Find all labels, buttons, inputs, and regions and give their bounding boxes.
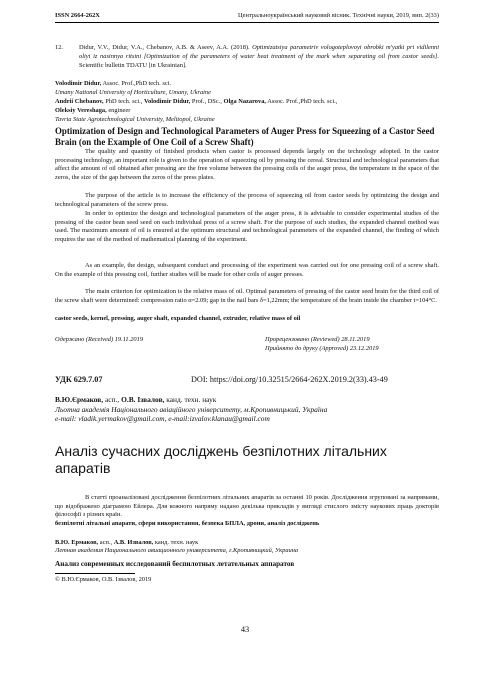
abstract-ua: В статті проаналізовані дослідження безпілотних літальних апаратів за останні 10 років. Дослідження згруповані за напрямами, що відображено діаграмою Ейлера. Для кожного напряму надано декілька прикладів у вигляді стислого змісту наукових праць докторів філософії з різних країн. [55,494,439,519]
footnote-divider [55,573,135,574]
author-position: engineer [108,107,131,114]
article-title-en: Optimization of Design and Technological Parameters of Auger Press for Squeezing of a Castor Seed Brain (on the Example of One Coil of a Screw Shaft) [55,126,435,147]
author-name: Olga Nazarova, [223,98,266,105]
author-position: канд. техн. наук [166,395,217,404]
affiliation-ua: Льотна академія Національного авіаційного університету, м.Кропивницький, Україна [55,404,328,414]
author-line-2 [55,98,439,107]
author-position: Prof., DSc., [191,98,222,105]
issn: ISSN 2664-262X [55,12,100,19]
author-line-1 [55,80,439,89]
author-name: Andrii Chebanov, [55,98,104,105]
keywords-ua: безпілотні літальні апарати, сфери використання, безпека БПЛА, дрони, аналіз досліджень [55,520,320,527]
abstract-paragraph: The main criterion for optimization is the relative mass of oil. Optimal parameters of pressing of the castor seed brain for the third coil of the screw shaft were determined: compression ratio α=2.09; gap in the nail bars δ=1,22mm; the temperature of the brain inside the chamber t=104°C. [55,288,439,304]
author-position: асп., [99,539,113,546]
reference-title: Optimizatsiya parametriv vologoteplovoyi obrobki m'yatki pri vidilenni oliyi iz nasinnya ritsini [Optimization of the parameters of water heat treatment of the mark when separating oil from castor seeds]. [79,44,440,60]
journal-title: Центральноукраїнський науковий вісник. Технічні науки, 2019, вип. 2(33) [238,12,439,19]
author-position: канд. техн. наук [154,539,199,546]
date-received: Одержано (Received) 19.11.2019 [55,336,144,343]
date-reviewed-approved [265,335,379,353]
udc-doi-line [55,375,439,384]
affiliation-ru: Летная академия Национального авиационного университета, г.Кропивницкий, Украина [55,547,299,555]
author-name: А.В. Извалов, [113,539,154,546]
abstract-paragraph: The quality and quantity of finished products when castor is processed depends largely on the technology adopted. In the castor processing technology, an important role is given to the operation of squeezing oil by pressing the cereal. Structural and technological parameters that affect the amount of oil obtained after pressing are the free volume between the pressing coils of the auger press, the temperature in the space of the zeros, the size of the gap between the zeros of the press plates. [55,148,439,182]
running-header [55,12,439,19]
article-title-ru: Анализ современных исследований беспилотных летательных аппаратов [55,560,295,568]
author-position: асп., [105,395,120,404]
authors-ua [55,395,439,424]
reference-body [79,43,439,70]
author-position: Assoc. Prof.,PhD tech. sci. [102,80,172,87]
authors-ru [55,539,439,556]
udc-code: УДК 629.7.07 [55,375,103,384]
copyright-notice: © В.Ю.Єрмаков, О.В. Ізвалов, 2019 [55,576,152,583]
page-number: 43 [240,625,250,634]
article-title-ua: Аналіз сучасних досліджень безпілотних літальних апаратів [55,443,387,476]
date-reviewed: Прорецензовано (Reviewed) 28.11.2019 [265,336,370,343]
date-approved: Прийнято до друку (Approved) 23.12.2019 [265,345,379,352]
author-names-ru [55,539,439,547]
author-line-3 [55,107,439,116]
abstract-paragraph: As an example, the design, subsequent conduct and processing of the experiment was carried out for one pressing coil of a screw shaft. On the example of this pressing coil, further studies will be made for other coils of auger presses. [55,262,439,278]
reference-number: 12. [55,44,63,51]
author-position: Assoc. Prof.,PhD tech. sci., [267,98,338,105]
reference-authors: Didur, V.V., Didur, V.A., Chebanov, A.B. & Aseev, A.A. (2018). [79,44,250,51]
author-names-ua [55,395,439,405]
keywords-en: castor seeds, kernel, pressing, auger shaft, expanded channel, extruder, relative mass of oil [55,315,301,322]
article-dates [55,335,439,352]
author-name: Volodimir Didur, [55,80,102,87]
email-ua[interactable]: e-mail: vladik.yermakov@gmail.com, e-mail:izvalov.klanau@gmail.com [55,414,270,424]
affiliation-1: Umany National University of Horticulture, Umany, Ukraine [55,89,211,96]
reference-entry [55,43,439,70]
reference-source: Scientific bulletin TDATU [in Ukrainian]. [79,62,187,69]
author-name: В.Ю. Ермаков, [55,539,99,546]
author-position: PhD tech. sci., [105,98,143,105]
affiliation-2: Tavria State Agrotechnological University, Melitopol, Ukraine [55,116,215,123]
header-divider [55,22,439,23]
author-name: О.В. Ізвалов, [121,395,165,404]
abstract-paragraph: In order to optimize the design and technological parameters of the auger press, it is advisable to consider experimental studies of the pressing of the castor bean seed seed on each individual press of a screw shaft. For the purpose of such studies, the expanded channel method was used. The maximum amount of oil is ensured at the optimum structural and technological parameters of the expanded channel, the finding of which requires the use of the method of mathematical planning of the experiment. [55,210,439,244]
doi-link[interactable]: DOI: https://doi.org/10.32515/2664-262X.2019.2(33).43-49 [191,375,388,384]
author-name: Oleksiy Vereshaga, [55,107,107,114]
abstract-paragraph: The purpose of the article is to increase the efficiency of the process of squeezing oil from castor seeds by optimizing the design and technological parameters of the screw press. [55,192,439,208]
author-name: В.Ю.Єрмаков, [55,395,104,404]
author-name: Volodimir Didur, [143,98,191,105]
